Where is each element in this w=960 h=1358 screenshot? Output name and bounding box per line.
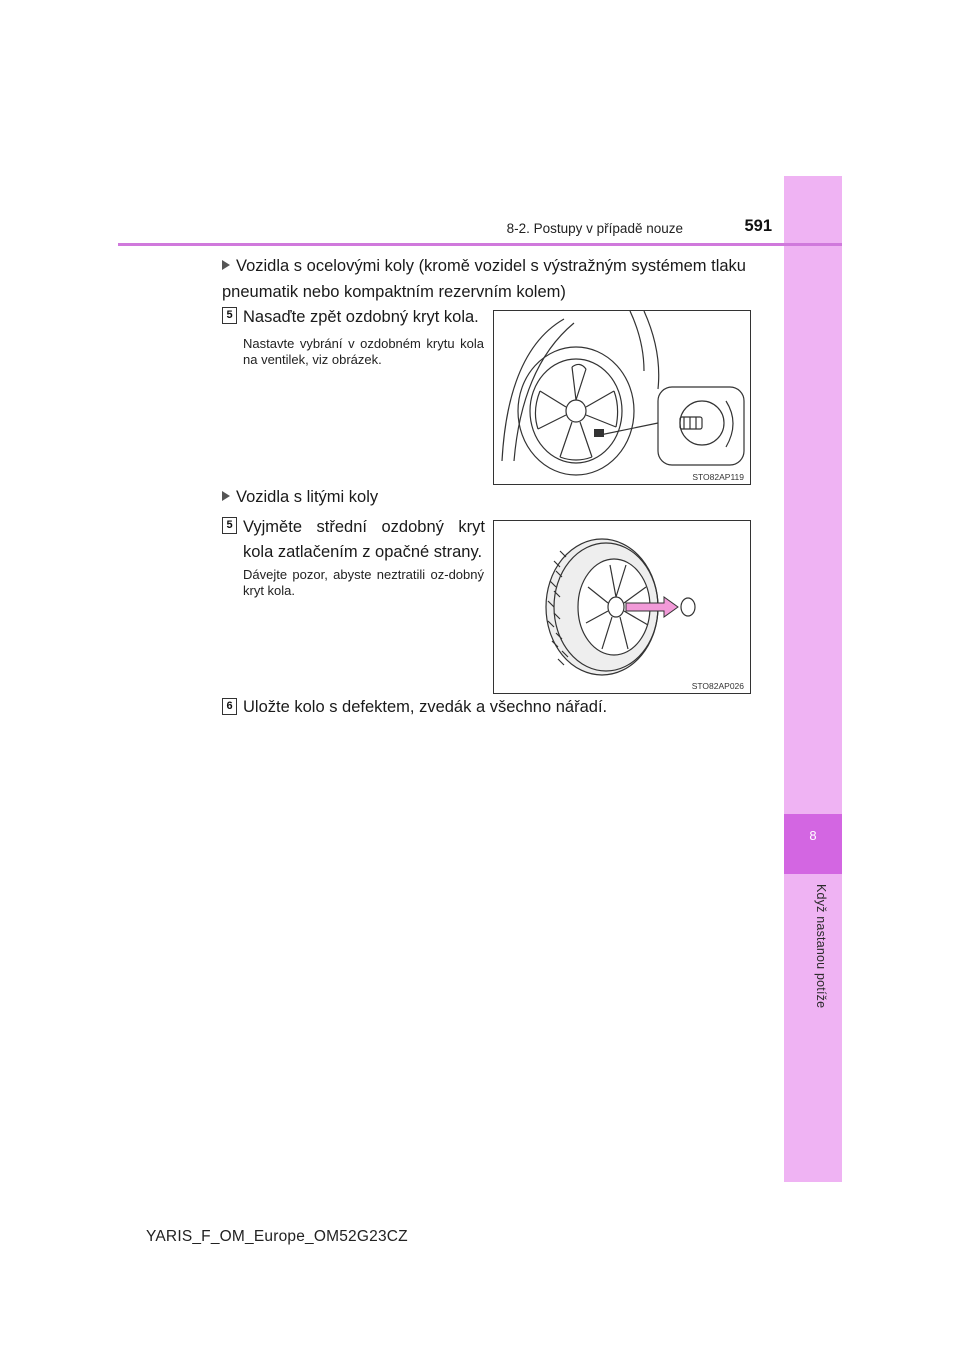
step-6-text: Uložte kolo s defektem, zvedák a všechno nářadí. (243, 698, 608, 716)
bullet-triangle-icon (222, 260, 230, 270)
chapter-title: Když nastanou potíže (814, 884, 828, 1009)
figure-code-1: STO82AP119 (692, 472, 744, 482)
step-5b-note: Dávejte pozor, abyste neztratili oz-dobný kryt kola. (243, 567, 484, 598)
step-number-box: 5 (222, 517, 237, 534)
step-5a-text: Nasaďte zpět ozdobný kryt kola. (243, 308, 479, 326)
step-5b-text: Vyjměte střední ozdobný kryt kola zatlačením z opačné strany. (243, 518, 485, 561)
step-number-box: 6 (222, 698, 237, 715)
figure-center-cap-removal (493, 520, 751, 694)
section-title: 8-2. Postupy v případě nouze (506, 221, 683, 236)
bullet-alloy-wheels (222, 484, 378, 510)
header-rule (118, 243, 842, 246)
document-id: YARIS_F_OM_Europe_OM52G23CZ (146, 1228, 408, 1245)
chapter-number: 8 (809, 828, 817, 843)
bullet-steel-wheels-text: Vozidla s ocelovými koly (kromě vozidel s výstražným systémem tlaku pneumatik nebo kompaktním rezervním kolem) (222, 257, 746, 301)
step-5a-note: Nastavte vybrání v ozdobném krytu kola na ventilek, viz obrázek. (243, 336, 484, 367)
chapter-side-tab-active (784, 814, 842, 874)
step-number-box: 5 (222, 307, 237, 324)
figure-wheel-cover-valve (493, 310, 751, 485)
bullet-steel-wheels (222, 253, 746, 305)
center-cap-illustration (494, 521, 750, 693)
chapter-side-tab (784, 176, 842, 1182)
bullet-alloy-wheels-text: Vozidla s litými koly (236, 488, 379, 506)
figure-code-2: STO82AP026 (691, 681, 744, 691)
page-number: 591 (744, 217, 772, 235)
wheel-cover-illustration (494, 311, 750, 484)
bullet-triangle-icon (222, 491, 230, 501)
